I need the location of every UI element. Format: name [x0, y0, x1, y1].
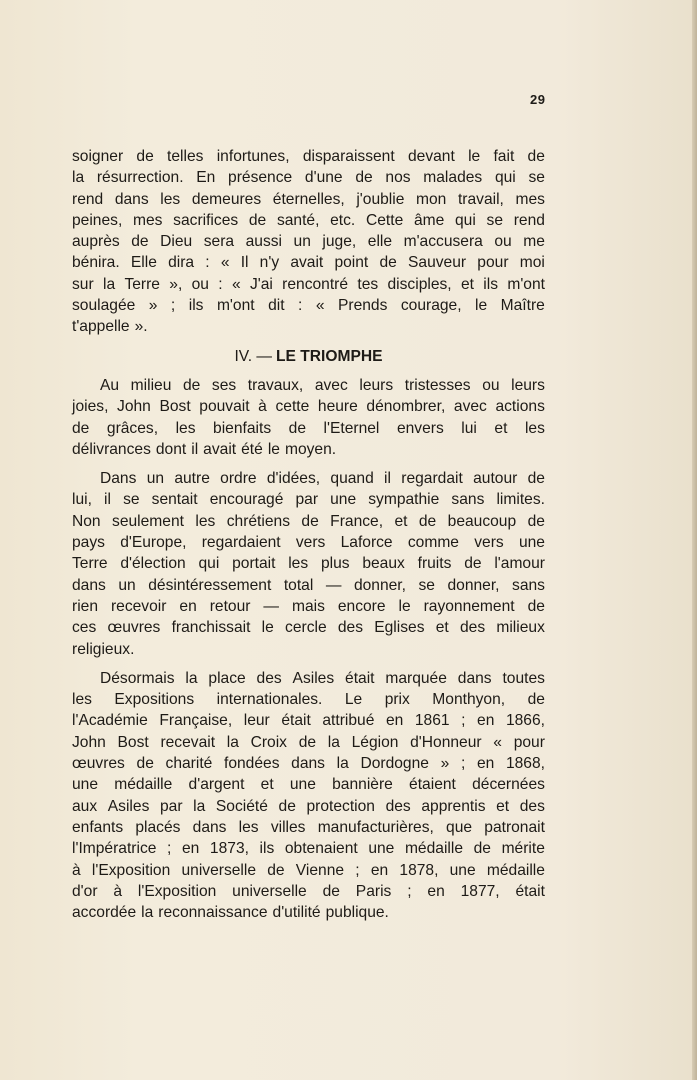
text-line: t'appelle ». — [72, 318, 148, 336]
text-line: enfants placés dans les villes manufacturières, que patronait — [72, 818, 545, 836]
paragraph — [72, 375, 545, 460]
text-line: accordée la reconnaissance d'utilité publique. — [72, 904, 389, 922]
text-line: rien recevoir en retour — mais encore le rayonnement de — [72, 597, 545, 615]
text-line: soulagée » ; ils m'ont dit : « Prends courage, le Maître — [72, 297, 545, 315]
text-line: ces œuvres franchissait le cercle des Eglises et des milieux — [72, 619, 545, 637]
page-number: 29 — [530, 92, 546, 107]
text-line: les Expositions internationales. Le prix Monthyon, de — [72, 691, 545, 709]
page-edge — [692, 0, 697, 1080]
text-line: joies, John Bost pouvait à cette heure dénombrer, avec actions — [72, 398, 545, 416]
text-line: de grâces, les bienfaits de l'Eternel envers lui et les — [72, 419, 545, 437]
paragraph-gap — [72, 660, 545, 668]
text-line: sur la Terre », ou : « J'ai rencontré tes disciples, et ils m'ont — [72, 275, 545, 293]
text-line: l'Impératrice ; en 1873, ils obtenaient une médaille de mérite — [72, 840, 545, 858]
text-line: dans un désintéressement total — donner, se donner, sans — [72, 576, 545, 594]
text-line: John Bost recevait la Croix de la Légion d'Honneur « pour — [72, 733, 545, 751]
section-number: IV. — — [234, 347, 272, 365]
paragraph — [72, 668, 545, 924]
text-line: rend dans les demeures éternelles, j'oublie mon travail, mes — [72, 190, 545, 208]
text-line: d'or à l'Exposition universelle de Paris ; en 1877, était — [72, 882, 545, 900]
text-line: soigner de telles infortunes, disparaissent devant le fait de — [72, 148, 545, 165]
text-line: aux Asiles par la Société de protection des apprentis et des — [72, 797, 545, 815]
text-line: la résurrection. En présence d'une de nos malades qui se — [72, 169, 545, 187]
text-line: l'Académie Française, leur était attribué en 1861 ; en 1866, — [72, 712, 545, 730]
text-line: à l'Exposition universelle de Vienne ; en 1878, une médaille — [72, 861, 545, 879]
page-body — [72, 146, 545, 923]
text-line: Terre d'élection qui portait les plus beaux fruits de l'amour — [72, 555, 545, 573]
text-line: œuvres de charité fondées dans la Dordogne » ; en 1868, — [72, 755, 545, 773]
paragraph — [72, 468, 545, 660]
text-line: Non seulement les chrétiens de France, et de beaucoup de — [72, 512, 545, 530]
section-heading — [72, 346, 545, 367]
paragraph-gap — [72, 460, 545, 468]
text-line: lui, il se sentait encouragé par une sympathie sans limites. — [72, 491, 545, 509]
text-line: Désormais la place des Asiles était marquée dans toutes — [100, 669, 545, 687]
paragraph — [72, 146, 545, 338]
section-title: LE TRIOMPHE — [276, 347, 383, 365]
text-line: bénira. Elle dira : « Il n'y avait point de Sauveur pour moi — [72, 254, 545, 272]
text-line: auprès de Dieu sera aussi un juge, elle m'accusera ou me — [72, 233, 545, 251]
text-line: pays d'Europe, regardaient vers Laforce comme vers une — [72, 534, 545, 552]
text-line: Au milieu de ses travaux, avec leurs tristesses ou leurs — [100, 376, 545, 394]
text-line: religieux. — [72, 640, 135, 658]
text-line: Dans un autre ordre d'idées, quand il regardait autour de — [100, 470, 545, 488]
text-line: peines, mes sacrifices de santé, etc. Cette âme qui se rend — [72, 211, 545, 229]
text-line: délivrances dont il avait été le moyen. — [72, 440, 337, 458]
text-line: une médaille d'argent et une bannière étaient décernées — [72, 776, 545, 794]
